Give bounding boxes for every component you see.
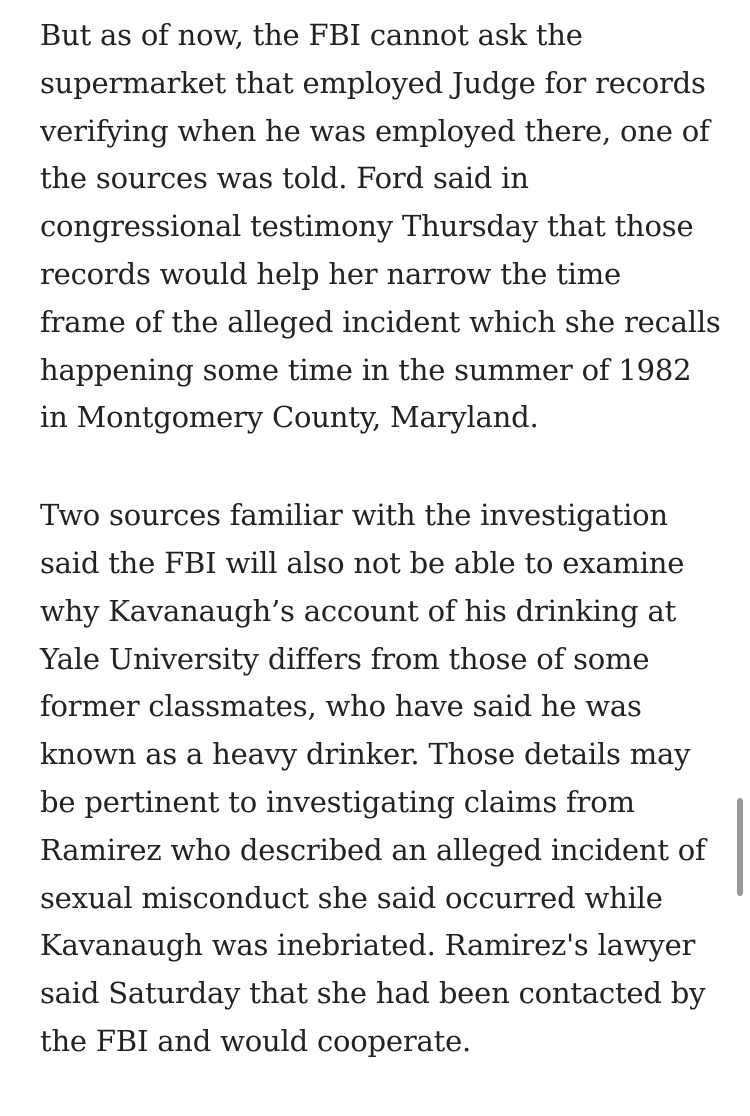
text-line: But as of now, the FBI cannot ask the: [40, 18, 583, 52]
text-line: sexual misconduct she said occurred while: [40, 880, 663, 915]
text-line: happening some time in the summer of 1982: [40, 352, 692, 387]
text-line: the sources was told. Ford said in: [40, 161, 529, 196]
paragraph-1: [40, 12, 720, 442]
text-line: said the FBI will also not be able to examine: [40, 545, 685, 580]
text-line: verifying when he was employed there, one of: [40, 113, 710, 148]
text-line: records would help her narrow the time: [40, 256, 621, 291]
text-line: said Saturday that she had been contacted by: [40, 976, 706, 1011]
text-line: supermarket that employed Judge for records: [40, 65, 706, 100]
text-line: known as a heavy drinker. Those details may: [40, 737, 691, 772]
paragraph-2: [40, 492, 720, 1066]
text-line: congressional testimony Thursday that those: [40, 209, 694, 244]
text-line: the FBI and would cooperate.: [40, 1023, 472, 1058]
text-line: Ramirez who described an alleged incident of: [40, 832, 706, 867]
text-line: former classmates, who have said he was: [40, 689, 642, 724]
scrollbar-thumb[interactable]: [737, 798, 743, 896]
text-line: frame of the alleged incident which she recalls: [40, 304, 721, 339]
text-line: Kavanaugh was inebriated. Ramirez's lawyer: [40, 928, 696, 963]
text-line: why Kavanaugh’s account of his drinking at: [40, 593, 677, 628]
article-body: [40, 12, 720, 1116]
text-line: in Montgomery County, Maryland.: [40, 400, 539, 435]
text-line: be pertinent to investigating claims from: [40, 784, 635, 819]
text-line: Two sources familiar with the investigation: [40, 498, 668, 533]
text-line: Yale University differs from those of some: [40, 641, 650, 676]
